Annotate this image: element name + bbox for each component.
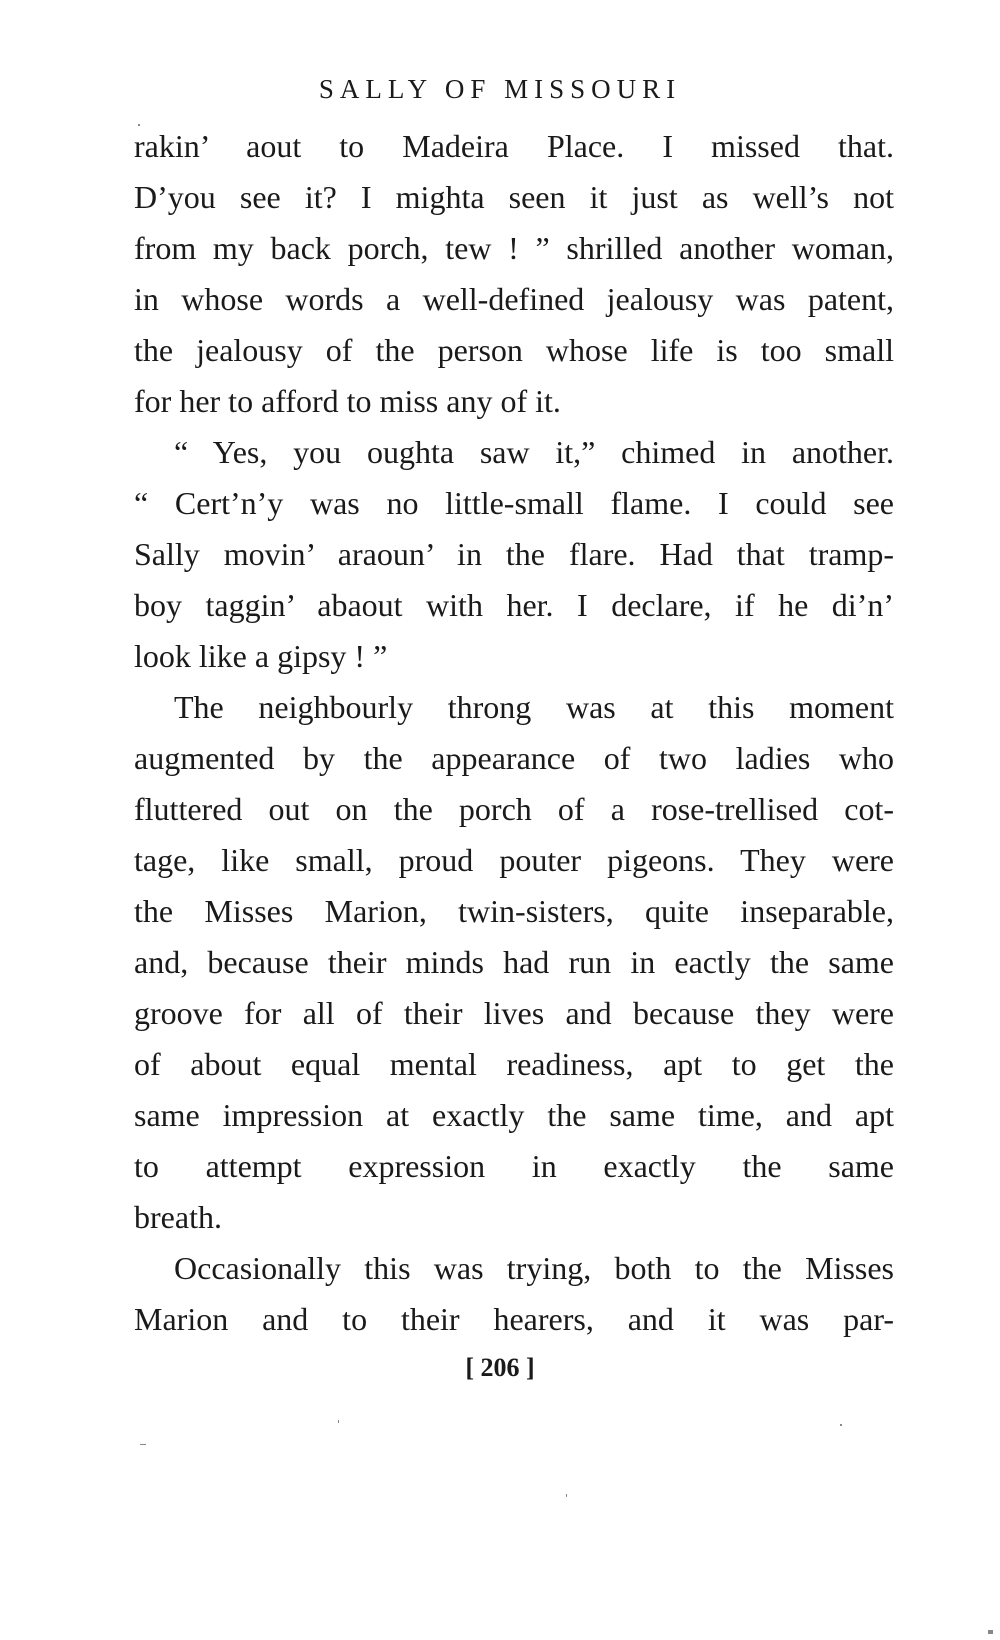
text-line: for her to afford to miss any of it. <box>134 383 561 419</box>
text-line: in whose words a well-defined jealousy was patent, <box>134 281 894 317</box>
running-head: SALLY OF MISSOURI <box>318 74 682 104</box>
scan-speck <box>566 1494 567 1497</box>
text-line: Occasionally this was trying, both to the Misses <box>174 1250 894 1286</box>
scan-speck <box>338 1420 339 1423</box>
text-line: groove for all of their lives and because they were <box>134 995 894 1031</box>
text-line: tage, like small, proud pouter pigeons. They were <box>134 842 894 878</box>
text-line: The neighbourly throng was at this moment <box>174 689 894 725</box>
text-line: Sally movin’ araoun’ in the flare. Had that tramp- <box>134 536 894 572</box>
text-line: look like a gipsy ! ” <box>134 638 388 674</box>
scan-speck <box>988 1630 993 1634</box>
text-line: to attempt expression in exactly the same <box>134 1148 894 1184</box>
text-line: fluttered out on the porch of a rose-trellised cot- <box>134 791 894 827</box>
text-line: augmented by the appearance of two ladies who <box>134 740 894 776</box>
text-line: from my back porch, tew ! ” shrilled another woman, <box>134 230 894 266</box>
text-line: breath. <box>134 1199 222 1235</box>
text-line: same impression at exactly the same time, and apt <box>134 1097 894 1133</box>
text-line: of about equal mental readiness, apt to get the <box>134 1046 894 1082</box>
text-line: rakin’ aout to Madeira Place. I missed that. <box>134 128 894 164</box>
text-line: and, because their minds had run in eactly the same <box>134 944 894 980</box>
scan-speck <box>138 124 140 126</box>
scan-speck <box>840 1424 842 1426</box>
scan-speck <box>140 1444 146 1445</box>
text-line: the jealousy of the person whose life is too small <box>134 332 894 368</box>
text-line: boy taggin’ abaout with her. I declare, if he di’n’ <box>134 587 894 623</box>
text-line: “ Yes, you oughta saw it,” chimed in another. <box>174 434 894 470</box>
page-number: [ 206 ] <box>465 1353 535 1382</box>
text-line: D’you see it? I mighta seen it just as well’s not <box>134 179 894 215</box>
body-text <box>134 121 894 1345</box>
text-line: “ Cert’n’y was no little-small flame. I could see <box>134 485 894 521</box>
text-line: the Misses Marion, twin-sisters, quite inseparable, <box>134 893 894 929</box>
text-line: Marion and to their hearers, and it was par- <box>134 1301 894 1337</box>
